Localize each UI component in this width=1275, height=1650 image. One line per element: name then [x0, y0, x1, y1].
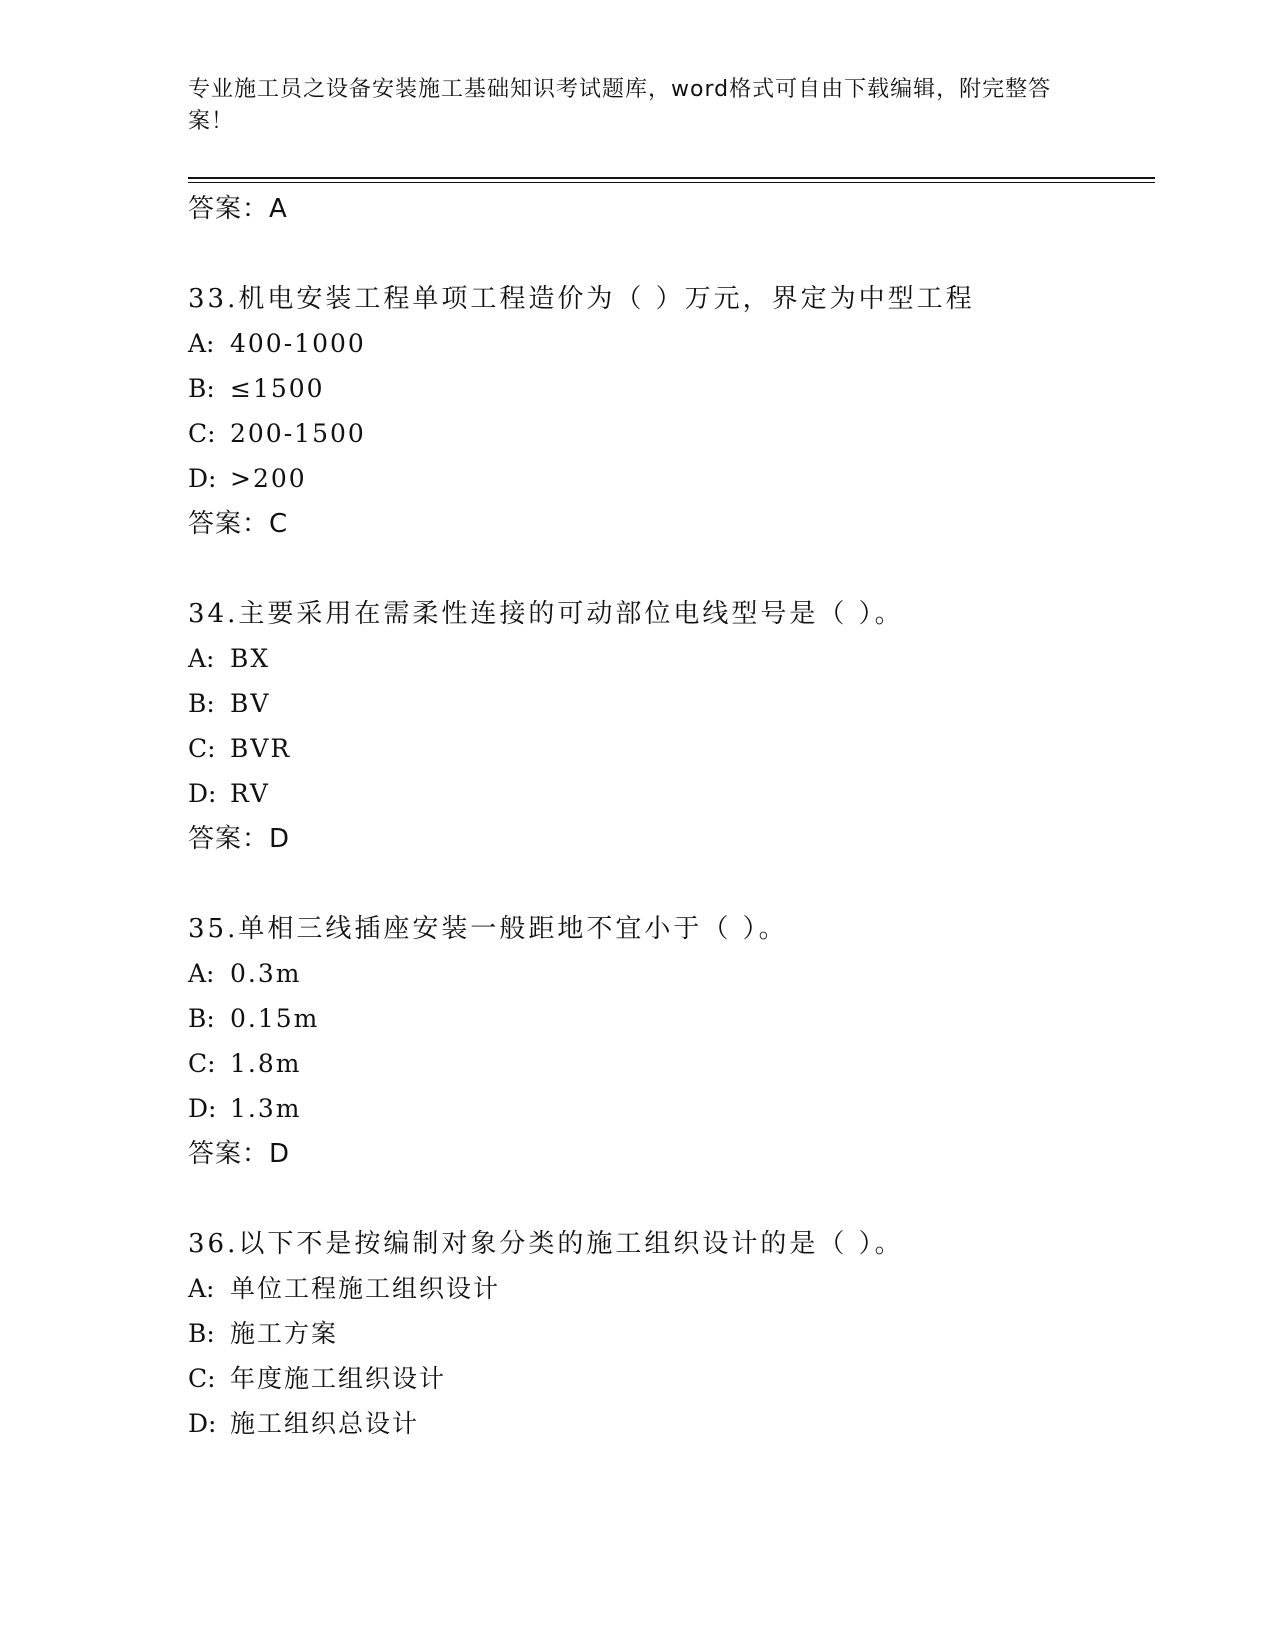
option-letter: B:	[188, 374, 215, 403]
option-letter: C:	[188, 1049, 216, 1078]
question-35-option-d	[188, 1092, 301, 1126]
option-text: BV	[230, 689, 271, 718]
option-text: 200-1500	[230, 419, 366, 448]
option-letter: C:	[188, 419, 216, 448]
option-text: 施工方案	[230, 1319, 339, 1348]
question-34-option-c	[188, 732, 291, 766]
question-34-text: 34.主要采用在需柔性连接的可动部位电线型号是（ ）。	[188, 599, 904, 629]
header-rule-thin	[188, 182, 1155, 183]
option-text: 0.15m	[230, 1004, 320, 1033]
option-letter: A:	[188, 959, 215, 988]
previous-answer: 答案：A	[188, 194, 288, 224]
option-letter: B:	[188, 1004, 215, 1033]
question-34-option-a	[188, 642, 270, 676]
option-text: ≤1500	[230, 374, 325, 403]
option-text: 400-1000	[230, 329, 366, 358]
question-36-option-a	[188, 1272, 500, 1306]
option-letter: A:	[188, 644, 215, 673]
question-36-option-b	[188, 1317, 338, 1351]
question-35-option-c	[188, 1047, 301, 1081]
option-text: 单位工程施工组织设计	[230, 1274, 501, 1303]
option-letter: D:	[188, 1094, 217, 1123]
option-text: 1.8m	[230, 1049, 302, 1078]
option-text: BX	[230, 644, 271, 673]
option-letter: A:	[188, 1274, 215, 1303]
question-33-option-a	[188, 327, 366, 361]
option-letter: A:	[188, 329, 215, 358]
option-letter: D:	[188, 779, 217, 808]
document-header: 专业施工员之设备安装施工基础知识考试题库，word格式可自由下载编辑，附完整答案！	[188, 77, 1052, 134]
option-text: >200	[230, 464, 307, 493]
question-35-text: 35.单相三线插座安装一般距地不宜小于（ ）。	[188, 914, 788, 944]
question-33-option-d	[188, 462, 307, 496]
option-text: 0.3m	[230, 959, 302, 988]
option-letter: C:	[188, 1364, 216, 1393]
question-35-option-b	[188, 1002, 319, 1036]
question-34-option-b	[188, 687, 270, 721]
option-letter: B:	[188, 1319, 215, 1348]
question-33-text: 33.机电安装工程单项工程造价为（ ）万元，界定为中型工程	[188, 284, 975, 314]
question-33-option-b	[188, 372, 325, 406]
option-text: 年度施工组织设计	[230, 1364, 447, 1393]
option-text: 施工组织总设计	[230, 1409, 420, 1438]
question-33-answer: 答案：C	[188, 509, 289, 539]
question-36-text: 36.以下不是按编制对象分类的施工组织设计的是（ ）。	[188, 1229, 904, 1259]
option-text: BVR	[230, 734, 292, 763]
option-text: 1.3m	[230, 1094, 302, 1123]
option-text: RV	[230, 779, 270, 808]
question-33-option-c	[188, 417, 366, 451]
header-rule	[188, 177, 1155, 179]
question-36-option-c	[188, 1362, 446, 1396]
question-35-option-a	[188, 957, 301, 991]
option-letter: B:	[188, 689, 215, 718]
option-letter: C:	[188, 734, 216, 763]
question-35-answer: 答案：D	[188, 1139, 291, 1169]
option-letter: D:	[188, 464, 217, 493]
question-34-answer: 答案：D	[188, 824, 291, 854]
option-letter: D:	[188, 1409, 217, 1438]
question-36-option-d	[188, 1407, 419, 1441]
question-34-option-d	[188, 777, 270, 811]
